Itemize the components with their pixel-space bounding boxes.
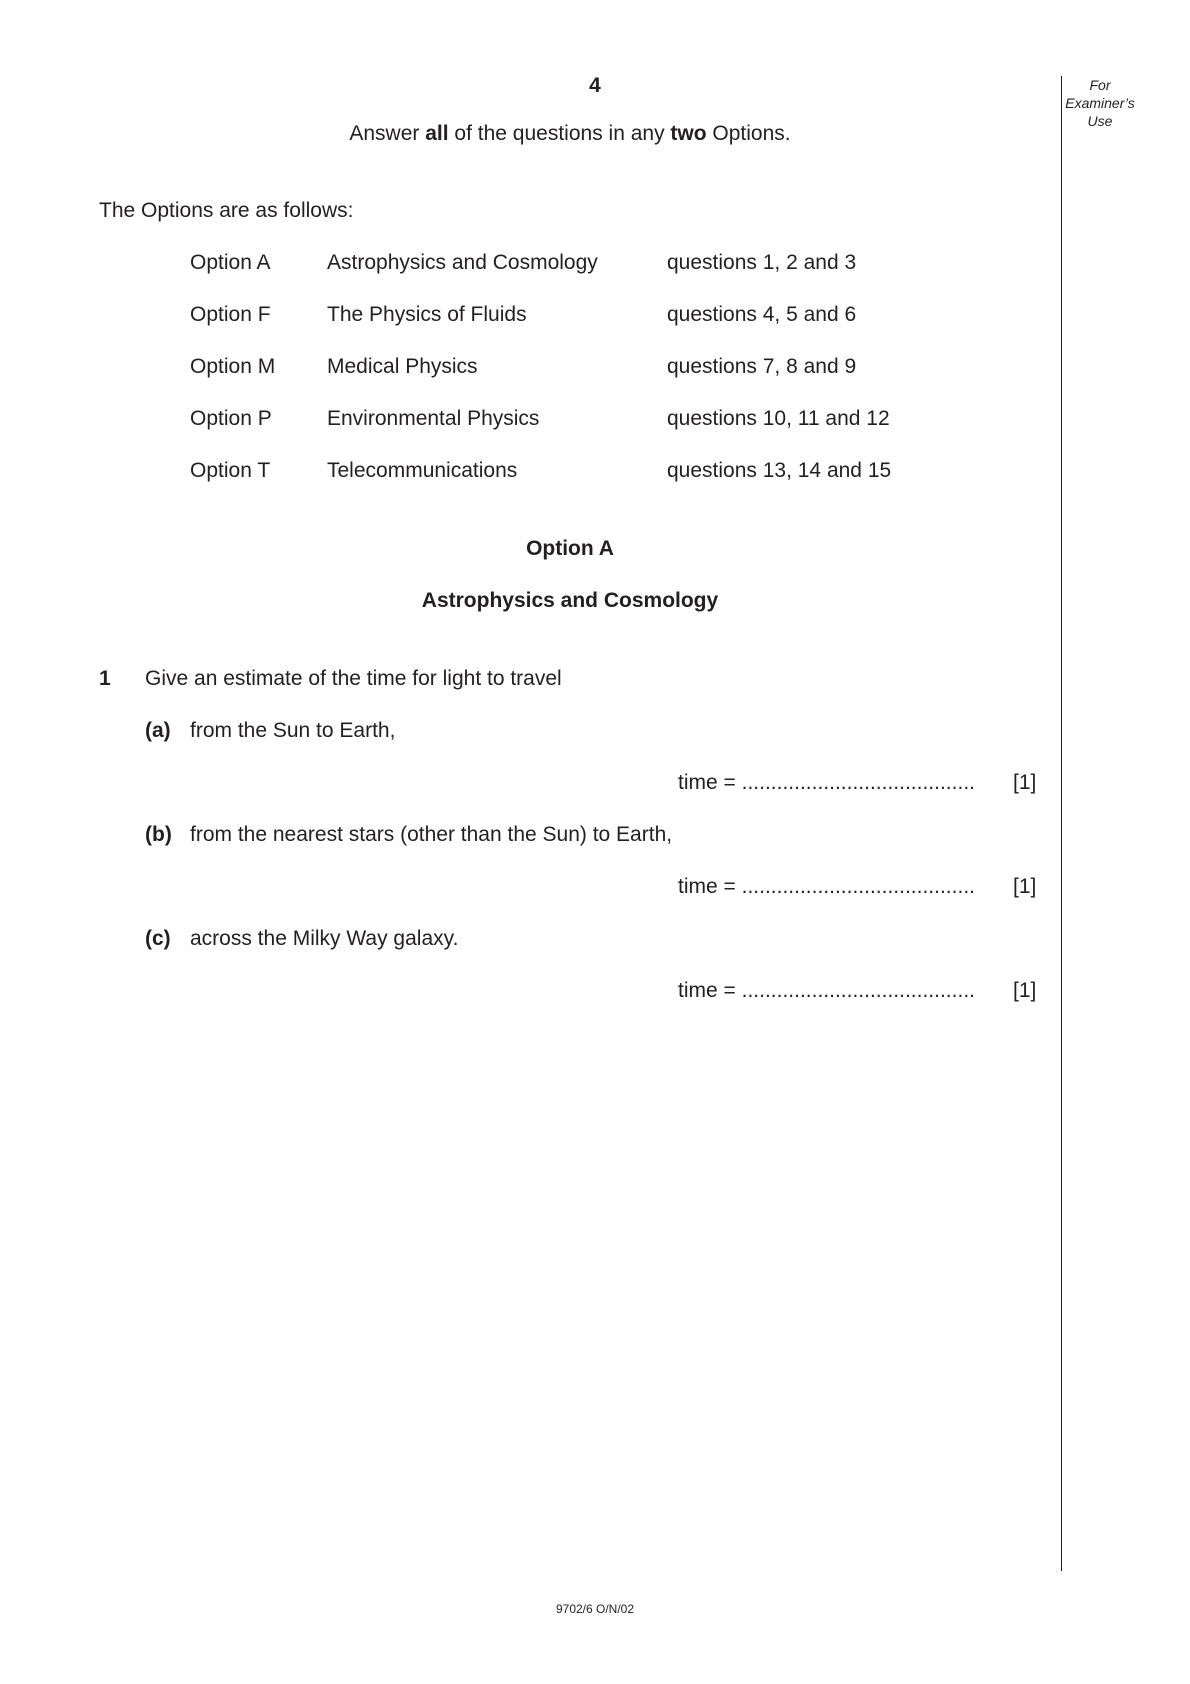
option-code: Option T <box>190 459 271 482</box>
instruction-emphasis: all <box>425 122 449 145</box>
examiner-margin-line <box>1061 76 1062 1571</box>
option-title: The Physics of Fluids <box>327 303 527 326</box>
answer-line[interactable]: time = ........................................ <box>678 875 975 898</box>
section-heading: Option A <box>526 537 614 560</box>
instruction-text: of the questions in any <box>448 122 671 145</box>
part-text: from the nearest stars (other than the Sun) to Earth, <box>190 823 673 846</box>
option-title: Astrophysics and Cosmology <box>327 251 598 274</box>
option-code: Option F <box>190 303 271 326</box>
examiner-label-line: For <box>1089 77 1111 93</box>
section-subheading: Astrophysics and Cosmology <box>421 589 719 612</box>
answer-line[interactable]: time = ........................................ <box>678 979 975 1002</box>
instruction-line <box>0 122 1140 146</box>
page-number: 4 <box>589 74 601 97</box>
instruction-emphasis: two <box>670 122 707 145</box>
question-number: 1 <box>99 667 111 690</box>
option-code: Option P <box>190 407 272 430</box>
part-label: (b) <box>145 823 172 846</box>
examiner-label-line: Use <box>1087 113 1113 129</box>
option-questions: questions 7, 8 and 9 <box>667 355 857 378</box>
part-text: across the Milky Way galaxy. <box>190 927 459 950</box>
options-intro: The Options are as follows: <box>99 199 354 222</box>
instruction-text: Options. <box>706 122 791 145</box>
option-questions: questions 4, 5 and 6 <box>667 303 857 326</box>
marks: [1] <box>1013 771 1037 794</box>
option-title: Telecommunications <box>327 459 518 482</box>
marks: [1] <box>1013 875 1037 898</box>
option-questions: questions 10, 11 and 12 <box>667 407 890 430</box>
option-questions: questions 13, 14 and 15 <box>667 459 892 482</box>
marks: [1] <box>1013 979 1037 1002</box>
instruction-text: Answer <box>349 122 426 145</box>
option-title: Environmental Physics <box>327 407 540 430</box>
question-stem: Give an estimate of the time for light to travel <box>145 667 562 690</box>
part-text: from the Sun to Earth, <box>190 719 396 742</box>
examiner-label-line: Examiner’s <box>1065 95 1135 111</box>
option-title: Medical Physics <box>327 355 478 378</box>
part-label: (a) <box>145 719 171 742</box>
option-code: Option A <box>190 251 271 274</box>
option-questions: questions 1, 2 and 3 <box>667 251 857 274</box>
part-label: (c) <box>145 927 171 950</box>
page-footer: 9702/6 O/N/02 <box>555 1602 635 1616</box>
answer-line[interactable]: time = ........................................ <box>678 771 975 794</box>
option-code: Option M <box>190 355 276 378</box>
